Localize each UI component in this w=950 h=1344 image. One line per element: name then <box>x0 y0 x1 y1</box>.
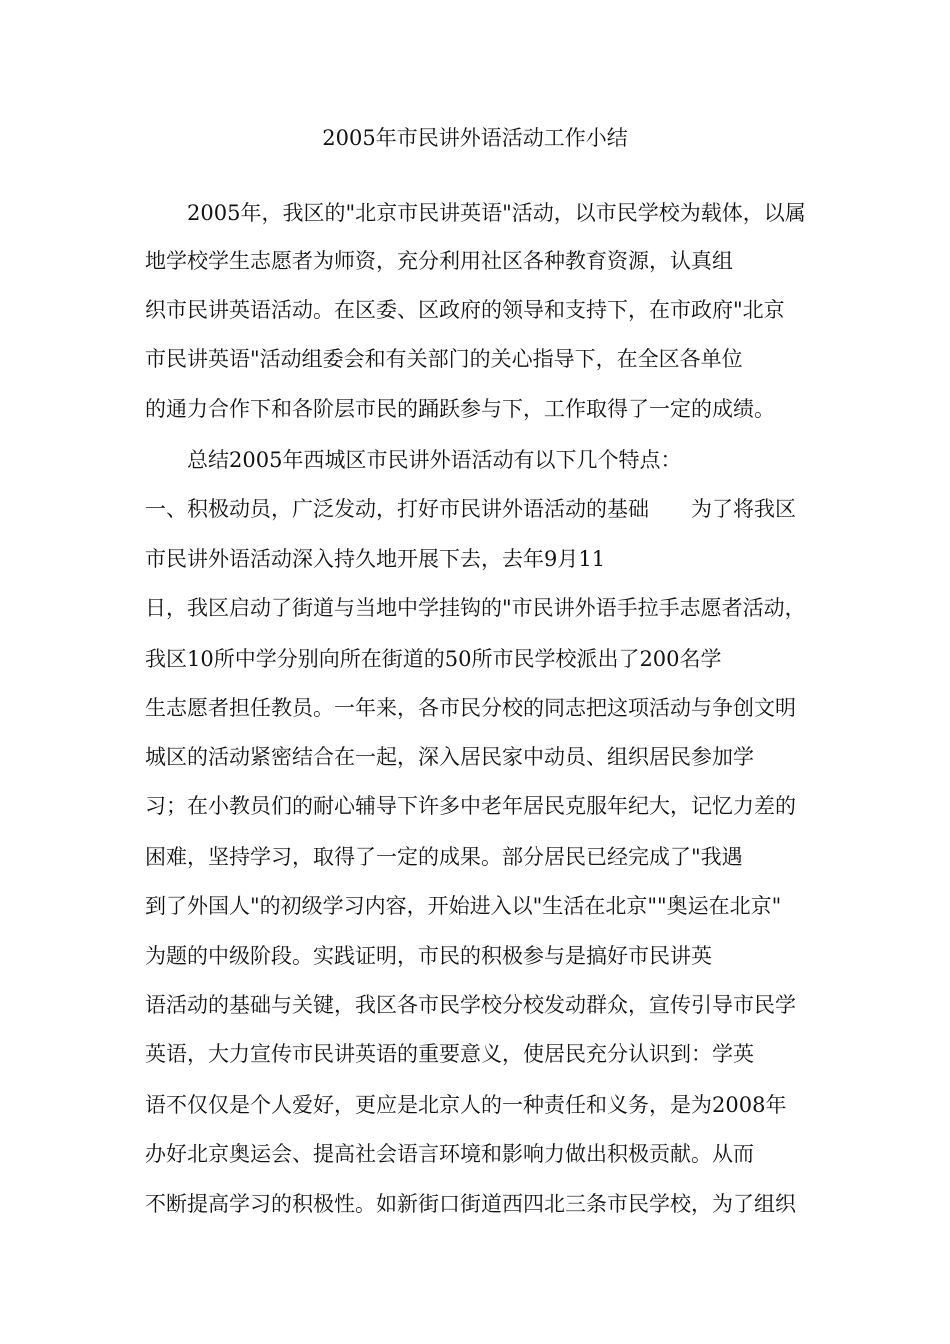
text-line-16: 为题的中级阶段。实践证明，市民的积极参与是搞好市民讲英 <box>145 944 712 968</box>
document-title: 2005年市民讲外语活动工作小结 <box>322 126 628 150</box>
text-line-13: 习；在小教员们的耐心辅导下许多中老年居民克服年纪大，记忆力差的 <box>145 794 796 818</box>
text-line-21: 不断提高学习的积极性。如新街口街道西四北三条市民学校，为了组织 <box>145 1192 796 1216</box>
text-line-2: 地学校学生志愿者为师资，充分利用社区各种教育资源，认真组 <box>145 249 733 273</box>
text-line-8: 市民讲外语活动深入持久地开展下去，去年9月11 <box>145 547 606 571</box>
text-line-15: 到了外国人"的初级学习内容，开始进入以"生活在北京""奥运在北京" <box>145 894 782 918</box>
text-line-3: 织市民讲英语活动。在区委、区政府的领导和支持下，在市政府"北京 <box>145 298 785 322</box>
section-lead-text: 为了将我区 <box>691 497 796 521</box>
text-line-10: 我区10所中学分别向所在街道的50所市民学校派出了200名学 <box>145 647 722 671</box>
text-line-6: 总结2005年西城区市民讲外语活动有以下几个特点： <box>187 448 682 472</box>
text-line-12: 城区的活动紧密结合在一起，深入居民家中动员、组织居民参加学 <box>145 745 754 769</box>
text-line-9: 日，我区启动了街道与当地中学挂钩的"市民讲外语手拉手志愿者活动， <box>145 596 806 620</box>
text-line-18: 英语，大力宣传市民讲英语的重要意义，使居民充分认识到：学英 <box>145 1042 754 1066</box>
text-line-5: 的通力合作下和各阶层市民的踊跃参与下，工作取得了一定的成绩。 <box>145 397 775 421</box>
text-line-17: 语活动的基础与关键，我区各市民学校分校发动群众，宣传引导市民学 <box>145 993 796 1017</box>
section-heading: 一、积极动员，广泛发动，打好市民讲外语活动的基础 <box>145 497 649 521</box>
section-heading-line <box>145 495 796 523</box>
text-line-20: 办好北京奥运会、提高社会语言环境和影响力做出积极贡献。从而 <box>145 1142 754 1166</box>
text-line-1: 2005年，我区的"北京市民讲英语"活动，以市民学校为载体，以属 <box>187 201 806 225</box>
text-line-19: 语不仅仅是个人爱好，更应是北京人的一种责任和义务，是为2008年 <box>145 1093 787 1117</box>
text-line-11: 生志愿者担任教员。一年来，各市民分校的同志把这项活动与争创文明 <box>145 696 796 720</box>
text-line-14: 困难，坚持学习，取得了一定的成果。部分居民已经完成了"我遇 <box>145 845 743 869</box>
text-line-4: 市民讲英语"活动组委会和有关部门的关心指导下，在全区各单位 <box>145 347 743 371</box>
